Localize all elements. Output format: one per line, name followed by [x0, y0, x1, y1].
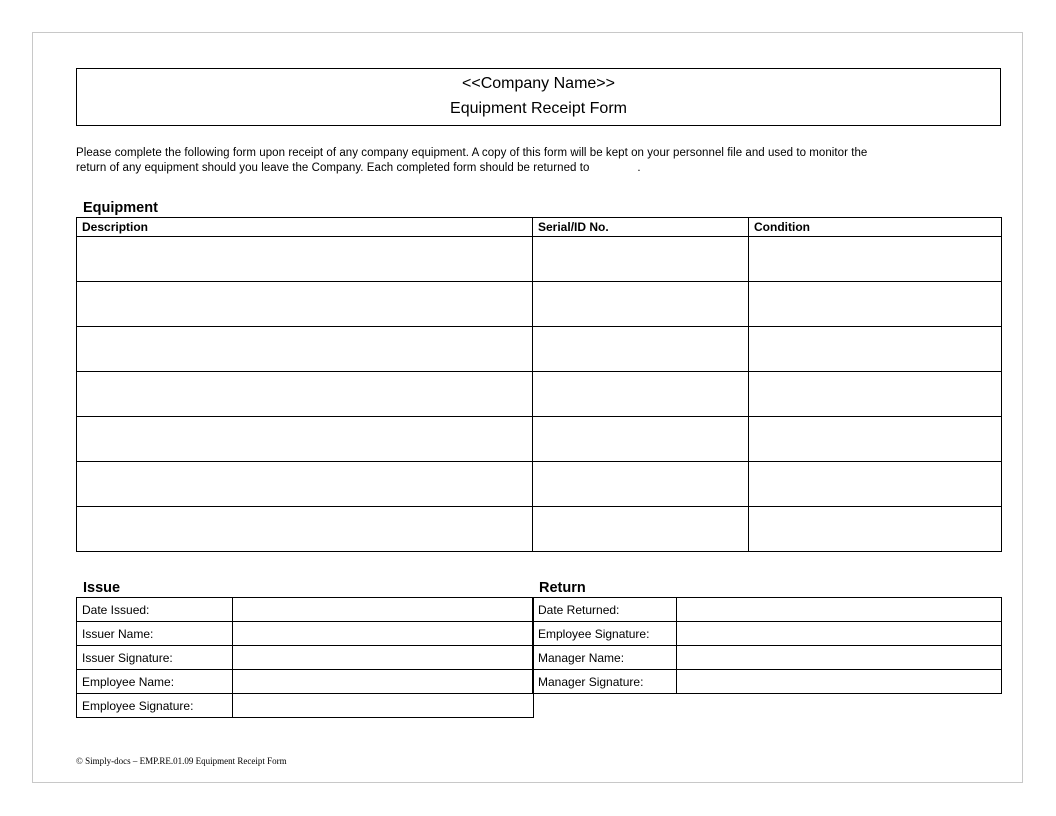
- table-row: [77, 462, 1002, 507]
- return-heading: Return: [539, 580, 586, 596]
- condition-cell[interactable]: [749, 327, 1002, 372]
- serial-id-cell[interactable]: [533, 372, 749, 417]
- table-row: [77, 327, 1002, 372]
- title-box: [76, 68, 1001, 126]
- table-row: [77, 694, 534, 718]
- footer-copyright: © Simply-docs – EMP.RE.01.09 Equipment Receipt Form: [76, 756, 287, 766]
- return-employee-signature-field[interactable]: [677, 622, 1002, 646]
- serial-id-cell[interactable]: [533, 507, 749, 552]
- issue-employee-signature-field[interactable]: [233, 694, 534, 718]
- table-row: [533, 622, 1002, 646]
- equipment-table: [76, 217, 1002, 552]
- condition-cell[interactable]: [749, 237, 1002, 282]
- serial-id-cell[interactable]: [533, 327, 749, 372]
- return-employee-signature-label: Employee Signature:: [533, 622, 677, 646]
- condition-cell[interactable]: [749, 507, 1002, 552]
- return-table: [532, 597, 1002, 694]
- table-row: [533, 670, 1002, 694]
- intro-line-2: return of any equipment should you leave the Company. Each completed form should be returned to: [76, 162, 590, 174]
- form-title: Equipment Receipt Form: [450, 100, 627, 117]
- table-row: [77, 237, 1002, 282]
- issuer-name-label: Issuer Name:: [77, 622, 233, 646]
- issuer-signature-label: Issuer Signature:: [77, 646, 233, 670]
- table-row: [77, 646, 534, 670]
- equipment-heading: Equipment: [83, 200, 158, 216]
- issue-heading: Issue: [83, 580, 121, 596]
- condition-cell[interactable]: [749, 372, 1002, 417]
- intro-line-1: Please complete the following form upon receipt of any company equipment. A copy of this form will be kept on your personnel file and used to monitor the: [76, 147, 868, 159]
- description-cell[interactable]: [77, 417, 533, 462]
- date-issued-field[interactable]: [233, 598, 534, 622]
- issue-employee-signature-label: Employee Signature:: [77, 694, 233, 718]
- employee-name-field[interactable]: [233, 670, 534, 694]
- serial-id-cell[interactable]: [533, 237, 749, 282]
- company-name: <<Company Name>>: [462, 75, 615, 92]
- manager-signature-label: Manager Signature:: [533, 670, 677, 694]
- manager-name-label: Manager Name:: [533, 646, 677, 670]
- table-row: [77, 670, 534, 694]
- table-row: [77, 507, 1002, 552]
- issue-table: [76, 597, 534, 718]
- description-cell[interactable]: [77, 507, 533, 552]
- intro-line-2-end: .: [637, 162, 641, 174]
- condition-cell[interactable]: [749, 282, 1002, 327]
- table-row: [77, 417, 1002, 462]
- col-description: Description: [77, 218, 533, 237]
- description-cell[interactable]: [77, 327, 533, 372]
- description-cell[interactable]: [77, 462, 533, 507]
- condition-cell[interactable]: [749, 462, 1002, 507]
- issuer-signature-field[interactable]: [233, 646, 534, 670]
- description-cell[interactable]: [77, 237, 533, 282]
- manager-signature-field[interactable]: [677, 670, 1002, 694]
- date-issued-label: Date Issued:: [77, 598, 233, 622]
- description-cell[interactable]: [77, 282, 533, 327]
- table-row: [77, 282, 1002, 327]
- serial-id-cell[interactable]: [533, 282, 749, 327]
- condition-cell[interactable]: [749, 417, 1002, 462]
- description-cell[interactable]: [77, 372, 533, 417]
- table-row: [533, 646, 1002, 670]
- col-serial-id: Serial/ID No.: [533, 218, 749, 237]
- serial-id-cell[interactable]: [533, 417, 749, 462]
- col-condition: Condition: [749, 218, 1002, 237]
- date-returned-field[interactable]: [677, 598, 1002, 622]
- serial-id-cell[interactable]: [533, 462, 749, 507]
- date-returned-label: Date Returned:: [533, 598, 677, 622]
- table-row: [533, 598, 1002, 622]
- manager-name-field[interactable]: [677, 646, 1002, 670]
- equipment-header-row: [77, 218, 1002, 237]
- table-row: [77, 372, 1002, 417]
- issuer-name-field[interactable]: [233, 622, 534, 646]
- equipment-body: [77, 237, 1002, 552]
- employee-name-label: Employee Name:: [77, 670, 233, 694]
- intro-paragraph: [76, 146, 1001, 176]
- table-row: [77, 598, 534, 622]
- table-row: [77, 622, 534, 646]
